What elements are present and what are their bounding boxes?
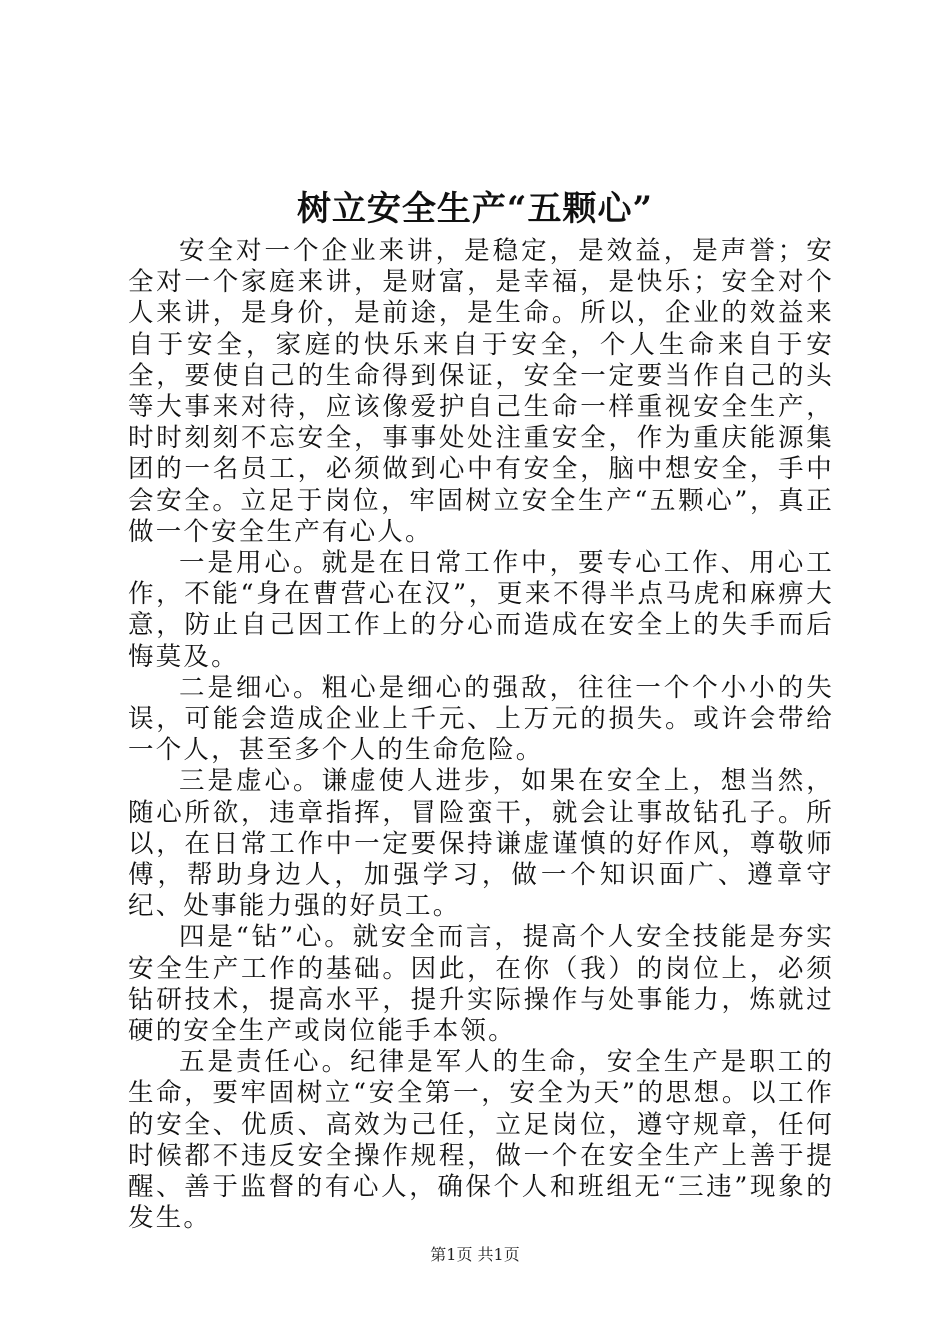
paragraph-point-3: 三是虚心。谦虚使人进步，如果在安全上，想当然，随心所欲，违章指挥，冒险蛮干，就会让事故钻孔子。所以，在日常工作中一定要保持谦虚谨慎的好作风，尊敬师傅，帮助身边人，加强学习，做一个知识面广、遵章守纪、处事能力强的好员工。: [128, 766, 834, 922]
document-title: 树立安全生产“五颗心”: [296, 189, 654, 229]
paragraph-point-5: 五是责任心。纪律是军人的生命，安全生产是职工的生命，要牢固树立“安全第一，安全为天”的思想。以工作的安全、优质、高效为己任，立足岗位，遵守规章，任何时候都不违反安全操作规程，做一个在安全生产上善于提醒、善于监督的有心人，确保个人和班组无“三违”现象的发生。: [128, 1047, 834, 1234]
paragraph-point-2: 二是细心。粗心是细心的强敌，往往一个个小小的失误，可能会造成企业上千元、上万元的损失。或许会带给一个人，甚至多个人的生命危险。: [128, 672, 834, 766]
paragraph-point-4: 四是“钻”心。就安全而言，提高个人安全技能是夯实安全生产工作的基础。因此，在你（我）的岗位上，必须钻研技术，提高水平，提升实际操作与处事能力，炼就过硬的安全生产或岗位能手本领。: [128, 922, 834, 1047]
paragraph-intro: 安全对一个企业来讲，是稳定，是效益，是声誉；安全对一个家庭来讲，是财富，是幸福，是快乐；安全对个人来讲，是身价，是前途，是生命。所以，企业的效益来自于安全，家庭的快乐来自于安全，个人生命来自于安全，要使自己的生命得到保证，安全一定要当作自己的头等大事来对待，应该像爱护自己生命一样重视安全生产，时时刻刻不忘安全，事事处处注重安全，作为重庆能源集团的一名员工，必须做到心中有安全，脑中想安全，手中会安全。立足于岗位，牢固树立安全生产“五颗心”，真正做一个安全生产有心人。: [128, 236, 834, 547]
page-number-footer: 第1页 共1页: [430, 1245, 520, 1264]
paragraph-point-1: 一是用心。就是在日常工作中，要专心工作、用心工作，不能“身在曹营心在汉”，更来不得半点马虎和麻痹大意，防止自己因工作上的分心而造成在安全上的失手而后悔莫及。: [128, 548, 834, 672]
document-body: [128, 236, 834, 1235]
